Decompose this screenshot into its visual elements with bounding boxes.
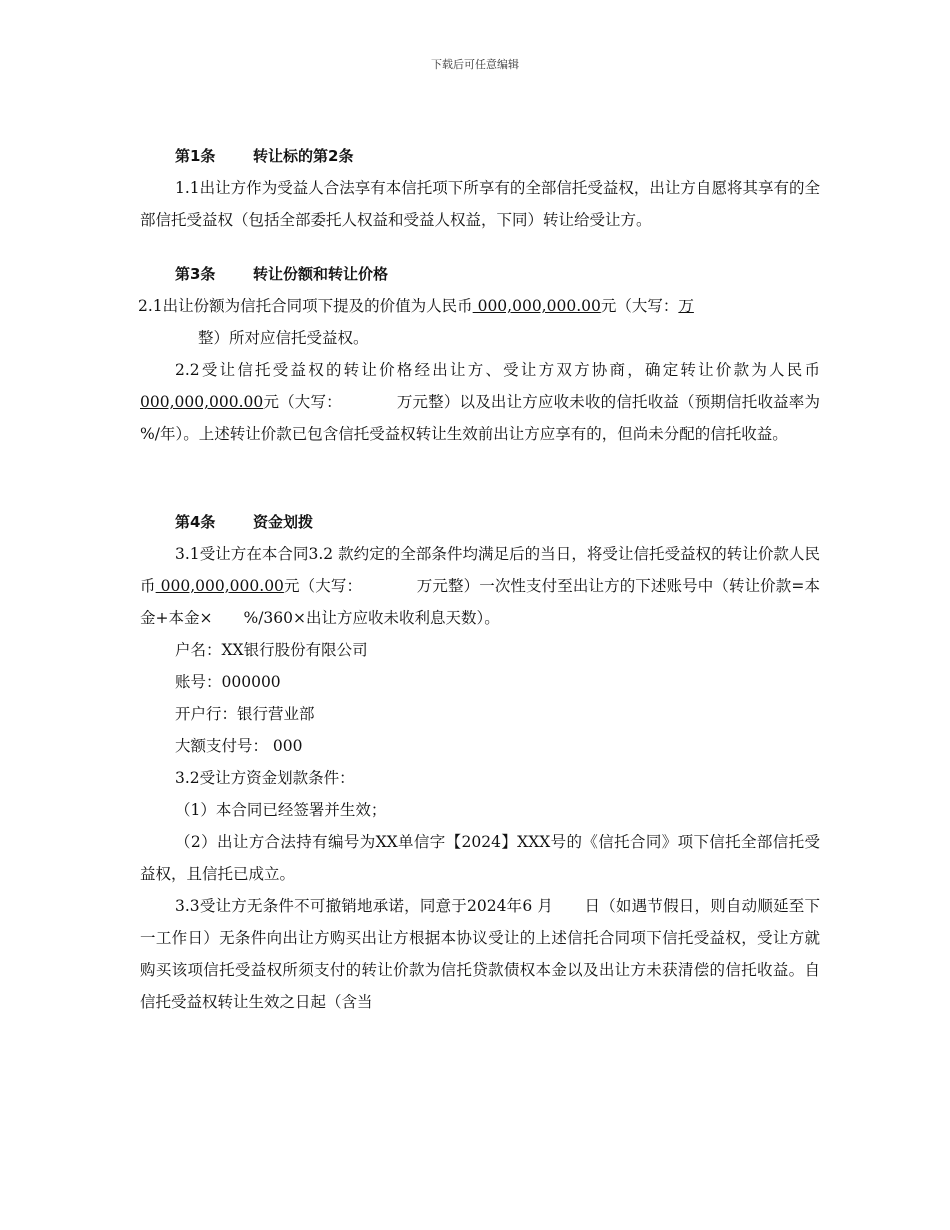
account-name: 户名：XX银行股份有限公司	[175, 641, 368, 659]
clause-2-2-text: 2.2受让信托受益权的转让价格经出让方、受让方双方协商，确定转让价款为人民币	[175, 361, 820, 379]
clause-3-1-amount: 000,000,000.00	[155, 577, 284, 595]
clause-2-1	[138, 290, 820, 322]
section-4-number: 第4条	[175, 513, 216, 531]
clause-3-2: 3.2受让方资金划款条件：	[175, 769, 355, 787]
account-number: 账号：000000	[175, 673, 281, 691]
section-3-title: 转让份额和转让价格	[253, 265, 389, 283]
clause-3-1-text: 3.1受让方在本合同3.2 款约定的全部条件均满足后的当日，将受让信托受益权的转让价款人民币	[140, 545, 820, 595]
bank-branch: 开户行：银行营业部	[175, 705, 315, 723]
section-1-title: 转让标的第2条	[253, 147, 354, 165]
section-4-heading	[140, 506, 820, 538]
clause-3-1-text-b: 元（大写： 万元整）一次性支付至出让方的下述账号中（转让价款=本金+本金× %/360×出让方应收未收利息天数）。	[140, 577, 820, 627]
section-3-number: 第3条	[175, 265, 216, 283]
clause-2-1-wan: 万	[678, 297, 694, 315]
payment-number: 大额支付号： 000	[175, 737, 303, 755]
clause-2-1-text-b: 元（大写：	[600, 297, 679, 315]
clause-3-1	[140, 538, 820, 634]
clause-2-1-amount: 000,000,000.00	[472, 297, 601, 315]
clause-3-3: 3.3受让方无条件不可撤销地承诺，同意于2024年6 月 日（如遇节假日，则自动顺延至下一工作日）无条件向出让方购买出让方根据本协议受让的上述信托合同项下信托受益权，受让方就购买该项信托受益权所须支付的转让价款为信托贷款债权本金以及出让方未获清偿的信托收益。自信托受益权转让生效之日起（含当	[140, 897, 820, 1011]
clause-2-1-cont: 整）所对应信托受益权。	[198, 329, 369, 347]
clause-2-2	[140, 354, 852, 450]
condition-1: （1）本合同已经签署并生效；	[175, 801, 387, 819]
document-body	[138, 140, 852, 1018]
section-1-number: 第1条	[175, 147, 216, 165]
clause-1-1: 1.1出让方作为受益人合法享有本信托项下所享有的全部信托受益权，出让方自愿将其享有的全部信托受益权（包括全部委托人权益和受益人权益，下同）转让给受让方。	[140, 179, 820, 229]
section-4-title: 资金划拨	[253, 513, 314, 531]
condition-2: （2）出让方合法持有编号为XX单信字【2024】XXX号的《信托合同》项下信托全部信托受益权，且信托已成立。	[140, 833, 820, 883]
clause-2-2-text-b: 元（大写： 万元整）以及出让方应收未收的信托收益（预期信托收益率为 %/年）。上述转让价款已包含信托受益权转让生效前出让方应享有的，但尚未分配的信托收益。	[140, 393, 852, 443]
clause-2-1-text: 2.1出让份额为信托合同项下提及的价值为人民币	[138, 297, 473, 315]
page-header: 下载后可任意编辑	[431, 58, 519, 71]
clause-2-2-amount: 000,000,000.00	[140, 393, 264, 411]
section-3-heading	[140, 258, 820, 290]
section-1-heading	[140, 140, 820, 172]
